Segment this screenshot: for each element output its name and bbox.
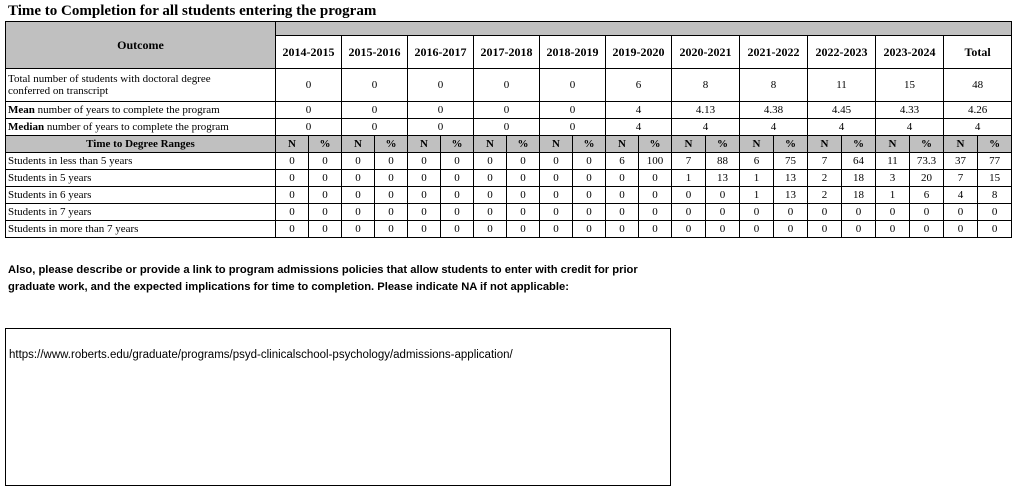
- pct-value: 0: [309, 204, 342, 221]
- summary-value: 0: [276, 119, 342, 136]
- summary-value: 0: [342, 69, 408, 102]
- n-value: 7: [944, 170, 978, 187]
- pct-value: 0: [706, 221, 740, 238]
- n-value: 3: [876, 170, 910, 187]
- outcome-label-text-line2: conferred on transcript: [8, 85, 109, 97]
- summary-value: 0: [540, 69, 606, 102]
- n-header: N: [606, 136, 639, 153]
- n-value: 0: [342, 221, 375, 238]
- summary-value: 0: [342, 119, 408, 136]
- n-value: 0: [740, 204, 774, 221]
- pct-value: 0: [978, 221, 1012, 238]
- summary-value: 4.38: [740, 102, 808, 119]
- year-header: 2014-2015: [276, 36, 342, 69]
- year-header: Total: [944, 36, 1012, 69]
- pct-value: 0: [375, 187, 408, 204]
- summary-value: 0: [474, 119, 540, 136]
- pct-value: 0: [309, 170, 342, 187]
- pct-value: 0: [375, 221, 408, 238]
- n-value: 2: [808, 170, 842, 187]
- pct-value: 0: [573, 221, 606, 238]
- year-header: 2020-2021: [672, 36, 740, 69]
- n-value: 0: [474, 187, 507, 204]
- pct-value: 0: [706, 204, 740, 221]
- n-header: N: [540, 136, 573, 153]
- summary-value: 4: [944, 119, 1012, 136]
- summary-value: 0: [540, 119, 606, 136]
- n-value: 0: [606, 170, 639, 187]
- pct-value: 13: [774, 187, 808, 204]
- summary-value: 0: [540, 102, 606, 119]
- outcome-label: [6, 102, 276, 119]
- n-value: 2: [808, 187, 842, 204]
- outcome-label: [6, 119, 276, 136]
- year-header: 2018-2019: [540, 36, 606, 69]
- n-value: 1: [740, 187, 774, 204]
- n-value: 0: [944, 221, 978, 238]
- n-value: 0: [342, 187, 375, 204]
- pct-header: %: [639, 136, 672, 153]
- pct-value: 0: [573, 153, 606, 170]
- n-value: 0: [408, 170, 441, 187]
- pct-value: 8: [978, 187, 1012, 204]
- pct-value: 0: [441, 170, 474, 187]
- response-textbox[interactable]: [5, 328, 671, 486]
- table-row: [6, 221, 1012, 238]
- pct-value: 0: [507, 204, 540, 221]
- table-row: [6, 22, 1012, 36]
- summary-value: 15: [876, 69, 944, 102]
- n-value: 0: [540, 221, 573, 238]
- table-row: [6, 153, 1012, 170]
- n-value: 0: [540, 170, 573, 187]
- summary-value: 4.45: [808, 102, 876, 119]
- pct-value: 0: [507, 221, 540, 238]
- pct-header: %: [706, 136, 740, 153]
- pct-value: 100: [639, 153, 672, 170]
- pct-value: 0: [441, 204, 474, 221]
- summary-value: 4: [672, 119, 740, 136]
- n-value: 0: [342, 153, 375, 170]
- n-header: N: [342, 136, 375, 153]
- summary-value: 4.26: [944, 102, 1012, 119]
- pct-value: 0: [774, 204, 808, 221]
- table-row: [6, 204, 1012, 221]
- n-header: N: [672, 136, 706, 153]
- pct-value: 77: [978, 153, 1012, 170]
- pct-value: 0: [639, 187, 672, 204]
- pct-header: %: [842, 136, 876, 153]
- n-value: 0: [474, 221, 507, 238]
- n-value: 0: [276, 187, 309, 204]
- n-value: 0: [342, 170, 375, 187]
- n-value: 4: [944, 187, 978, 204]
- n-header: N: [876, 136, 910, 153]
- pct-value: 13: [774, 170, 808, 187]
- pct-value: 0: [774, 221, 808, 238]
- pct-value: 0: [706, 187, 740, 204]
- year-header: 2021-2022: [740, 36, 808, 69]
- pct-value: 0: [573, 204, 606, 221]
- table-row: [6, 69, 1012, 102]
- summary-value: 0: [276, 69, 342, 102]
- summary-value: 0: [408, 119, 474, 136]
- summary-value: 8: [672, 69, 740, 102]
- pct-header: %: [375, 136, 408, 153]
- summary-value: 11: [808, 69, 876, 102]
- summary-value: 4: [876, 119, 944, 136]
- n-value: 0: [276, 204, 309, 221]
- year-header: 2015-2016: [342, 36, 408, 69]
- n-value: 0: [740, 221, 774, 238]
- n-value: 7: [672, 153, 706, 170]
- n-value: 0: [474, 204, 507, 221]
- n-value: 0: [276, 153, 309, 170]
- summary-value: 0: [474, 69, 540, 102]
- outcome-label-bold: Median: [8, 121, 45, 133]
- summary-value: 0: [408, 69, 474, 102]
- pct-header: %: [441, 136, 474, 153]
- pct-value: 73.3: [910, 153, 944, 170]
- n-value: 6: [740, 153, 774, 170]
- summary-value: 4.33: [876, 102, 944, 119]
- n-value: 0: [672, 204, 706, 221]
- n-value: 0: [876, 221, 910, 238]
- n-value: 37: [944, 153, 978, 170]
- n-value: 7: [808, 153, 842, 170]
- pct-value: 18: [842, 170, 876, 187]
- time-to-completion-table: [5, 21, 1012, 238]
- response-text: https://www.roberts.edu/graduate/programs/psyd-clinicalschool-psychology/admissions-application/: [9, 349, 513, 361]
- range-label: Students in less than 5 years: [6, 153, 276, 170]
- pct-value: 0: [375, 170, 408, 187]
- pct-value: 0: [910, 204, 944, 221]
- n-value: 0: [606, 204, 639, 221]
- pct-value: 15: [978, 170, 1012, 187]
- pct-value: 0: [573, 187, 606, 204]
- pct-value: 0: [978, 204, 1012, 221]
- n-value: 0: [408, 221, 441, 238]
- n-value: 6: [606, 153, 639, 170]
- pct-value: 0: [309, 221, 342, 238]
- outcome-label-text: Total number of students with doctoral degree: [8, 73, 211, 85]
- pct-value: 0: [639, 204, 672, 221]
- summary-value: 0: [408, 102, 474, 119]
- table-row: [6, 187, 1012, 204]
- page-title: Time to Completion for all students entering the program: [8, 3, 377, 19]
- pct-value: 0: [375, 204, 408, 221]
- n-value: 0: [606, 221, 639, 238]
- summary-value: 48: [944, 69, 1012, 102]
- pct-value: 0: [639, 170, 672, 187]
- outcome-label: [6, 69, 276, 102]
- pct-header: %: [309, 136, 342, 153]
- n-value: 1: [672, 170, 706, 187]
- summary-value: 0: [276, 102, 342, 119]
- n-value: 0: [944, 204, 978, 221]
- pct-value: 13: [706, 170, 740, 187]
- header-band: [276, 22, 1012, 36]
- summary-value: 4: [606, 119, 672, 136]
- pct-header: %: [910, 136, 944, 153]
- table-row: [6, 136, 1012, 153]
- table-row: [6, 170, 1012, 187]
- pct-value: 0: [441, 187, 474, 204]
- table-row: [6, 119, 1012, 136]
- pct-value: 0: [309, 153, 342, 170]
- n-header: N: [276, 136, 309, 153]
- range-label: Students in more than 7 years: [6, 221, 276, 238]
- range-label: Students in 7 years: [6, 204, 276, 221]
- n-value: 0: [408, 204, 441, 221]
- n-value: 0: [474, 153, 507, 170]
- n-header: N: [808, 136, 842, 153]
- outcome-label-bold: Mean: [8, 104, 35, 116]
- year-header: 2016-2017: [408, 36, 474, 69]
- range-label: Students in 6 years: [6, 187, 276, 204]
- year-header: 2022-2023: [808, 36, 876, 69]
- n-value: 0: [342, 204, 375, 221]
- n-header: N: [740, 136, 774, 153]
- pct-value: 6: [910, 187, 944, 204]
- pct-header: %: [507, 136, 540, 153]
- summary-value: 0: [474, 102, 540, 119]
- pct-header: %: [978, 136, 1012, 153]
- n-value: 0: [540, 153, 573, 170]
- n-value: 0: [876, 204, 910, 221]
- n-value: 0: [540, 204, 573, 221]
- pct-header: %: [573, 136, 606, 153]
- n-value: 0: [276, 170, 309, 187]
- summary-value: 4: [606, 102, 672, 119]
- pct-value: 0: [441, 221, 474, 238]
- year-header: 2023-2024: [876, 36, 944, 69]
- summary-value: 0: [342, 102, 408, 119]
- n-header: N: [474, 136, 507, 153]
- n-value: 0: [672, 187, 706, 204]
- n-value: 1: [876, 187, 910, 204]
- n-value: 11: [876, 153, 910, 170]
- n-value: 1: [740, 170, 774, 187]
- pct-value: 0: [842, 221, 876, 238]
- summary-value: 6: [606, 69, 672, 102]
- pct-header: %: [774, 136, 808, 153]
- outcome-label-text: number of years to complete the program: [44, 121, 229, 133]
- outcome-label-text: number of years to complete the program: [34, 104, 220, 116]
- n-value: 0: [408, 153, 441, 170]
- n-value: 0: [606, 187, 639, 204]
- summary-value: 4: [808, 119, 876, 136]
- pct-value: 75: [774, 153, 808, 170]
- n-value: 0: [276, 221, 309, 238]
- year-header: 2017-2018: [474, 36, 540, 69]
- n-value: 0: [540, 187, 573, 204]
- pct-value: 0: [842, 204, 876, 221]
- pct-value: 64: [842, 153, 876, 170]
- pct-value: 0: [507, 153, 540, 170]
- n-header: N: [944, 136, 978, 153]
- summary-value: 8: [740, 69, 808, 102]
- pct-value: 0: [910, 221, 944, 238]
- n-value: 0: [808, 204, 842, 221]
- pct-value: 88: [706, 153, 740, 170]
- admissions-policy-prompt: Also, please describe or provide a link to program admissions policies that allow students to enter with credit for prior graduate work, and the expected implications for time to completion. Please indicate NA if not applicable:: [8, 264, 638, 293]
- pct-value: 0: [639, 221, 672, 238]
- pct-value: 0: [441, 153, 474, 170]
- n-value: 0: [474, 170, 507, 187]
- pct-value: 0: [573, 170, 606, 187]
- table-row: [6, 102, 1012, 119]
- n-value: 0: [672, 221, 706, 238]
- year-header: 2019-2020: [606, 36, 672, 69]
- n-value: 0: [808, 221, 842, 238]
- pct-value: 0: [375, 153, 408, 170]
- ranges-header: Time to Degree Ranges: [6, 136, 276, 153]
- pct-value: 20: [910, 170, 944, 187]
- outcome-header: Outcome: [6, 22, 276, 69]
- n-value: 0: [408, 187, 441, 204]
- pct-value: 0: [507, 170, 540, 187]
- pct-value: 0: [507, 187, 540, 204]
- pct-value: 0: [309, 187, 342, 204]
- n-header: N: [408, 136, 441, 153]
- summary-value: 4.13: [672, 102, 740, 119]
- range-label: Students in 5 years: [6, 170, 276, 187]
- pct-value: 18: [842, 187, 876, 204]
- summary-value: 4: [740, 119, 808, 136]
